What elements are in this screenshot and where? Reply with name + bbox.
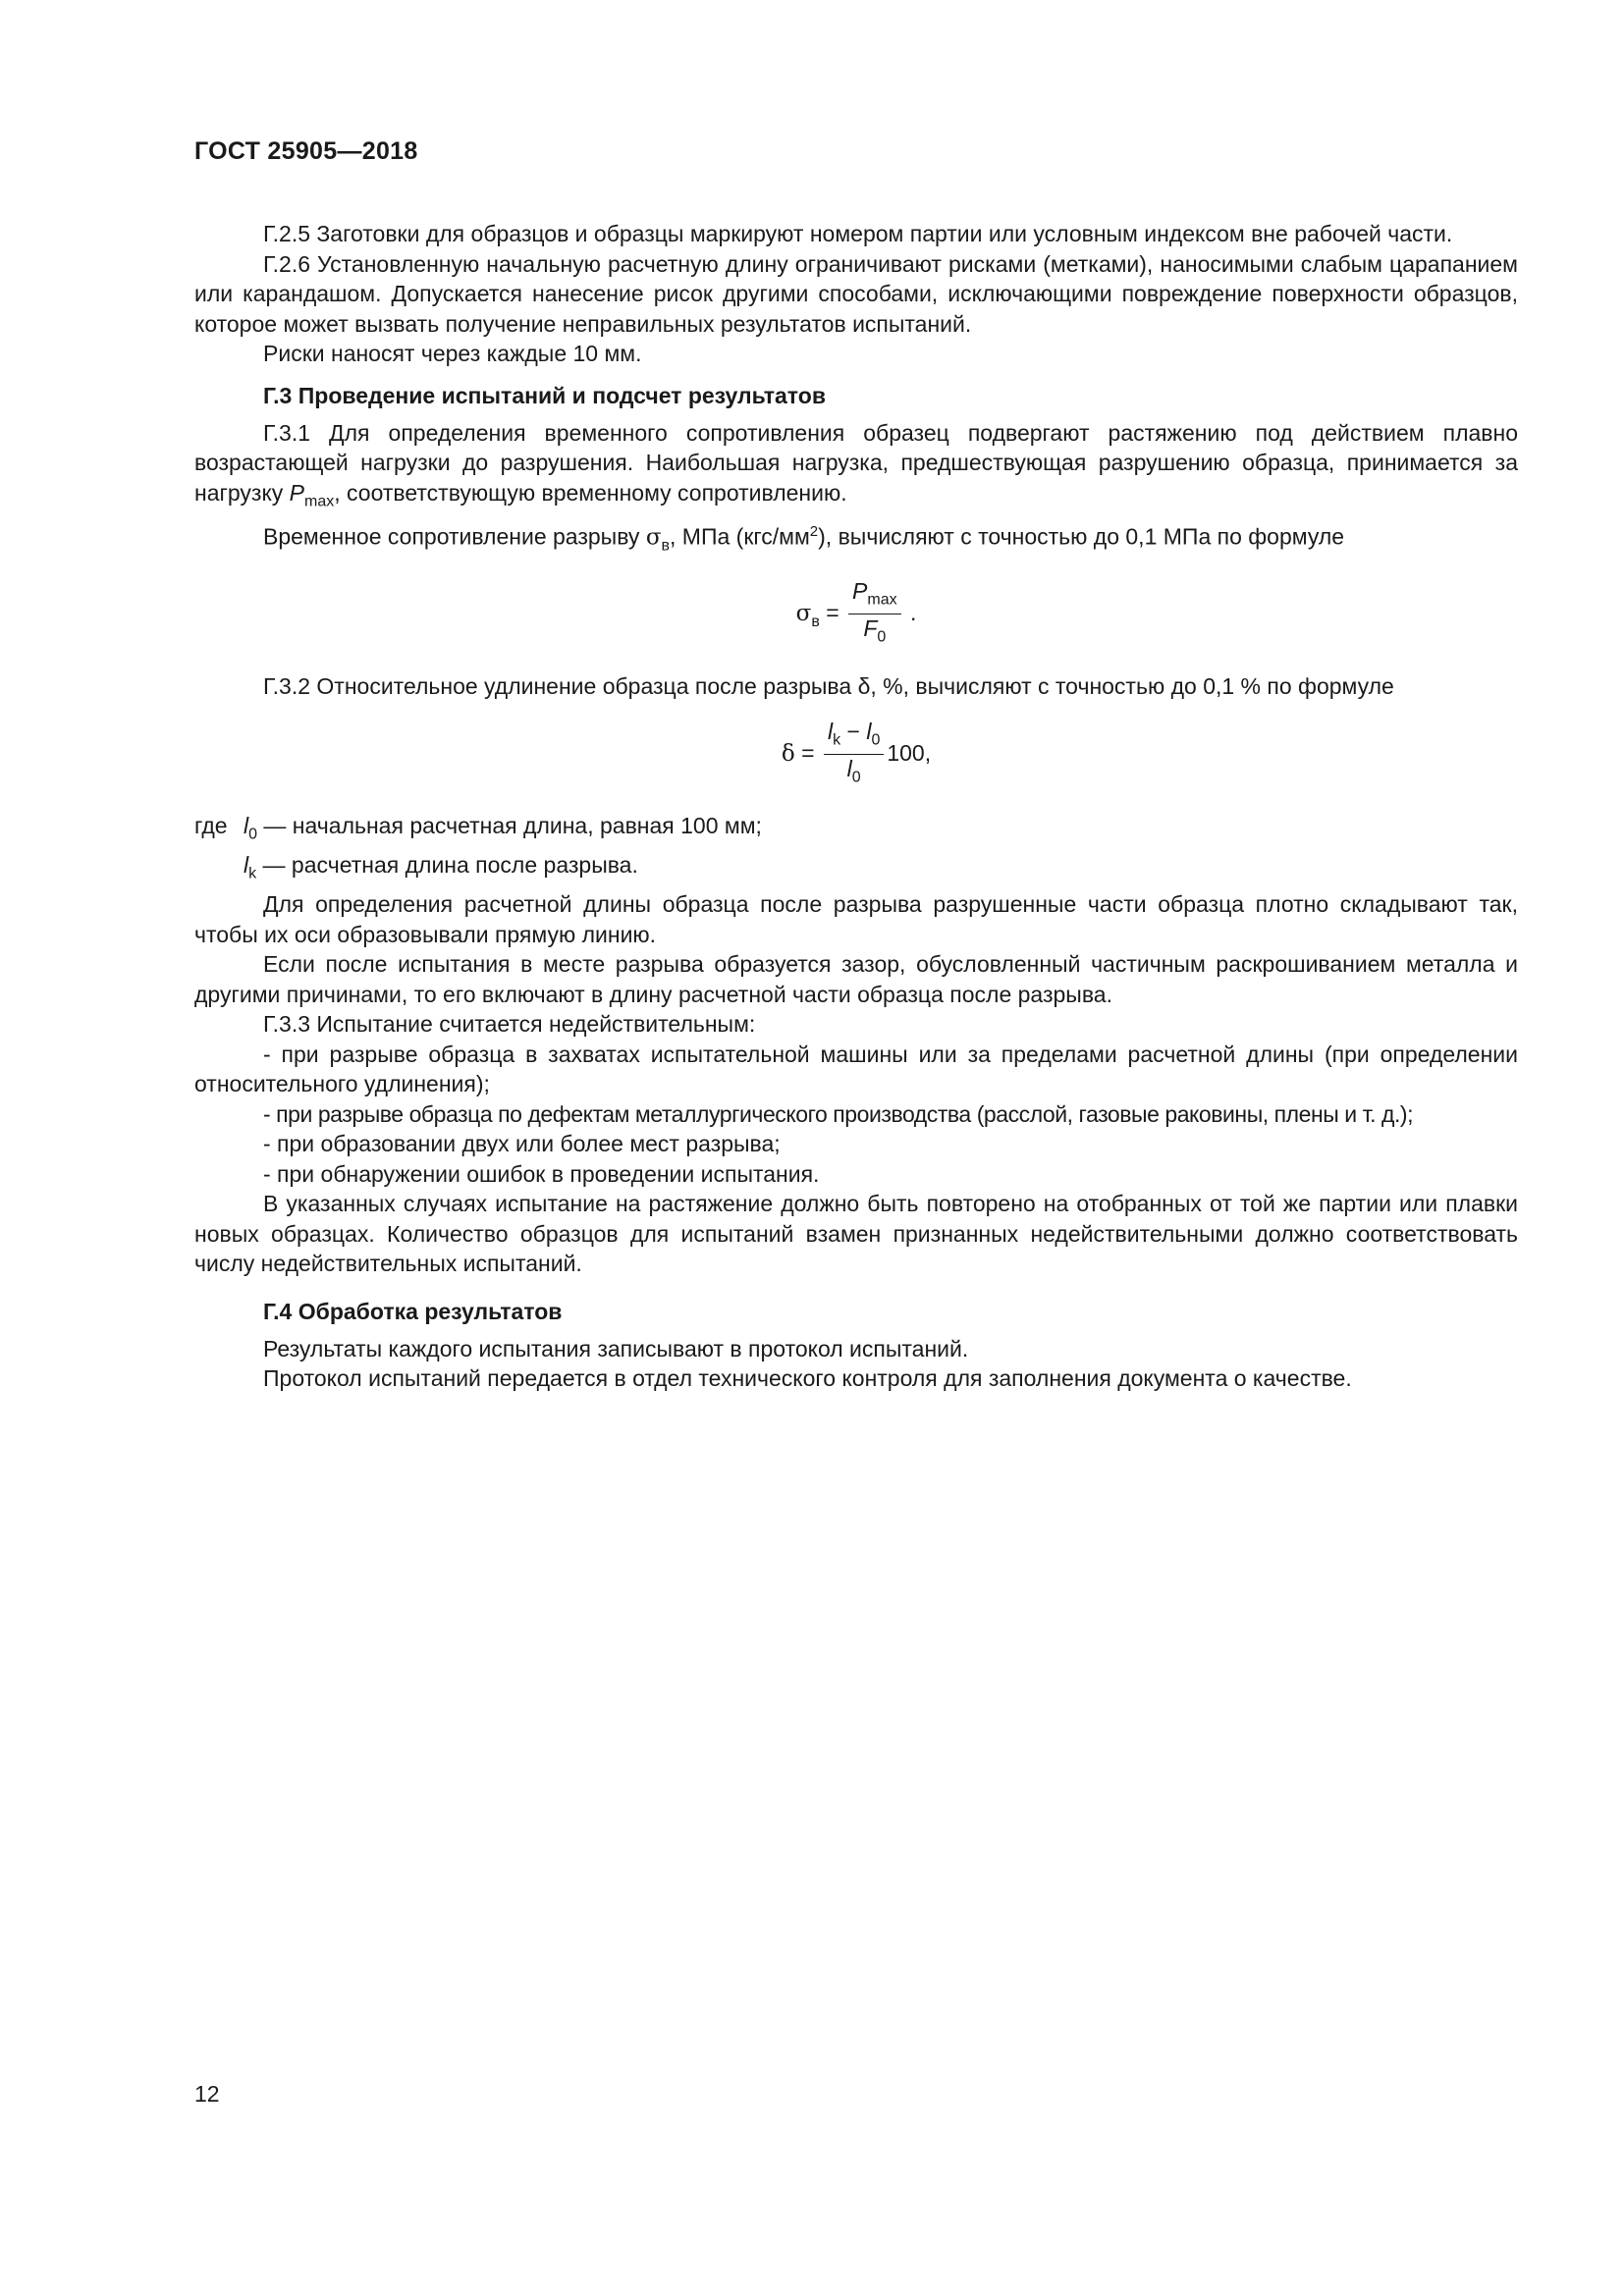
- page-number: 12: [194, 2081, 220, 2107]
- paragraph-results: Результаты каждого испытания записывают в протокол испытаний.: [263, 1335, 969, 1362]
- paragraph-g3-2: Г.3.2 Относительное удлинение образца после разрыва δ, %, вычисляют с точностью до 0,1 % по формуле: [263, 672, 1394, 699]
- section-heading-g3: Г.3 Проведение испытаний и подсчет результатов: [263, 382, 826, 408]
- paragraph-g2-5: Г.2.5 Заготовки для образцов и образцы маркируют номером партии или условным индексом вне рабочей части.: [263, 221, 1453, 246]
- paragraph-g2-6: Г.2.6 Установленную начальную расчетную длину ограничивают рисками (метками), наносимыми слабым царапанием или карандашом. Допускается нанесение рисок другими способами, исключающими повреждение поверхности образцов, которое может вызвать получение неправильных результатов испытаний.: [194, 250, 1518, 337]
- paragraph-tensile-strength: Временное сопротивление разрыву $\sigma_в$, МПа $(кгс/мм^2)$, вычисляют с точностью до 0,1 МПа по формуле: [263, 522, 1345, 554]
- paragraph-protocol: Протокол испытаний передается в отдел технического контроля для заполнения документа о качестве.: [263, 1365, 1352, 1392]
- paragraph-g3-3: Г.3.3 Испытание считается недействительным:: [263, 1011, 756, 1038]
- paragraph-riski: Риски наносят через каждые 10 мм.: [263, 341, 642, 366]
- paragraph-g3-1: Г.3.1 Для определения временного сопротивления образец подвергают растяжению под действием плавно возрастающей нагрузки до разрушения. Наибольшая нагрузка, предшествующая разрушению образца, принимается за нагрузку $P_{max}$, соответствующую временному сопротивлению.: [194, 419, 1518, 510]
- list-item-1: - при разрыве образца в захватах испытательной машины или за пределами расчетной длины (при определении относительного удлинения);: [194, 1041, 1518, 1097]
- formula-elongation: δ = $\frac{l_k - l_0}{l_0}$ 100,: [781, 719, 932, 786]
- section-heading-g4: Г.4 Обработка результатов: [263, 1298, 563, 1324]
- list-item-4: - при обнаружении ошибок в проведении испытания.: [263, 1160, 820, 1187]
- paragraph-dlya: Для определения расчетной длины образца после разрыва разрушенные части образца плотно складывают так, чтобы их оси образовывали прямую линию.: [194, 891, 1518, 947]
- where-line-1: где $l_0$ — начальная расчетная длина, равная 100 мм;: [194, 813, 762, 843]
- where-line-2: $l_k$ — расчетная длина после разрыва.: [244, 852, 638, 882]
- formula-tensile-strength: $\sigma_в$ = $\frac{P_{max}}{F_0}$ .: [795, 578, 917, 646]
- paragraph-vukaz: В указанных случаях испытание на растяжение должно быть повторено на отобранных от той же партии или плавки новых образцах. Количество образцов для испытаний взамен признанных недействительными должно соответствовать числу недействительных испытаний.: [194, 1191, 1518, 1277]
- document-header: ГОСТ 25905—2018: [194, 137, 418, 165]
- list-item-2: - при разрыве образца по дефектам металлургического производства (расслой, газовые раковины, плены и т. д.);: [263, 1100, 1414, 1127]
- list-item-3: - при образовании двух или более мест разрыва;: [263, 1131, 781, 1157]
- document-page: [194, 137, 1518, 1394]
- paragraph-esli: Если после испытания в месте разрыва образуется зазор, обусловленный частичным раскрошиванием металла и другими причинами, то его включают в длину расчетной части образца после разрыва.: [194, 951, 1518, 1007]
